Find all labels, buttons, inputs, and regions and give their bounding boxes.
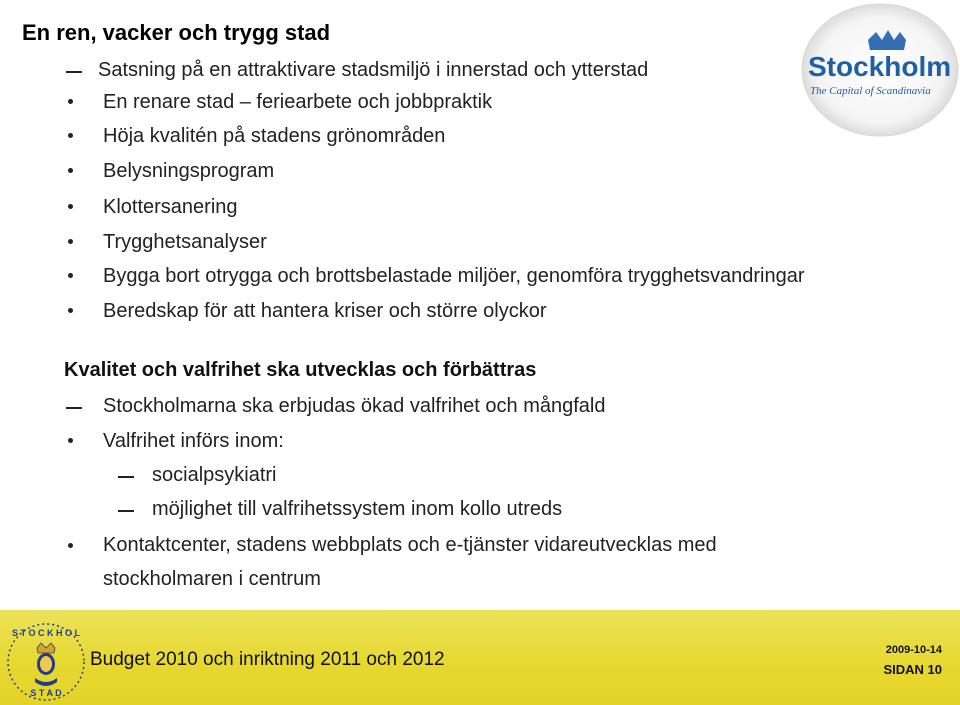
list-item: En renare stad – feriearbete och jobbpraktik [103, 91, 493, 113]
dash-marker [66, 71, 82, 73]
bullet-marker [68, 543, 73, 548]
footer-bar [0, 610, 960, 705]
list-item: Beredskap för att hantera kriser och större olyckor [103, 300, 547, 322]
page-number: SIDAN 10 [883, 662, 942, 677]
bullet-marker [68, 438, 73, 443]
list-item: Valfrihet införs inom: [103, 430, 284, 452]
logo-tagline: The Capital of Scandinavia [810, 85, 931, 97]
footer-date: 2009-10-14 [885, 644, 942, 656]
city-seal-icon [6, 622, 86, 702]
bullet-marker [68, 239, 73, 244]
dash-marker [66, 407, 82, 409]
bullet-marker [68, 168, 73, 173]
logo-wordmark: Stockholm [808, 51, 952, 82]
slide-title: En ren, vacker och trygg stad [22, 20, 331, 45]
list-item: Bygga bort otrygga och brottsbelastade miljöer, genomföra trygghetsvandringar [103, 265, 805, 287]
section-heading: Kvalitet och valfrihet ska utvecklas och förbättras [64, 359, 537, 381]
sub-list-item: möjlighet till valfrihetssystem inom kollo utreds [152, 498, 563, 520]
footer-title: Budget 2010 och inriktning 2011 och 2012 [90, 649, 445, 670]
bullet-marker [68, 308, 73, 313]
stockholm-logo [796, 2, 960, 138]
sub-list-item: socialpsykiatri [152, 464, 277, 486]
list-item: Belysningsprogram [103, 160, 275, 182]
sub-dash-marker [118, 476, 134, 478]
list-item: Stockholmarna ska erbjudas ökad valfrihet och mångfald [103, 395, 606, 417]
list-item: Klottersanering [103, 196, 238, 218]
list-item: Höja kvalitén på stadens grönområden [103, 125, 446, 147]
list-item: Satsning på en attraktivare stadsmiljö i innerstad och ytterstad [98, 59, 649, 81]
list-item-continuation: stockholmaren i centrum [103, 568, 321, 590]
bullet-marker [68, 99, 73, 104]
bullet-marker [68, 204, 73, 209]
list-item: Kontaktcenter, stadens webbplats och e-tjänster vidareutvecklas med [103, 534, 717, 556]
svg-text:S T O C K H O L: S T O C K H O L [11, 628, 81, 638]
sub-dash-marker [118, 510, 134, 512]
bullet-marker [68, 273, 73, 278]
bullet-marker [68, 133, 73, 138]
list-item: Trygghetsanalyser [103, 231, 267, 253]
svg-text:S T A D: S T A D [30, 688, 62, 698]
